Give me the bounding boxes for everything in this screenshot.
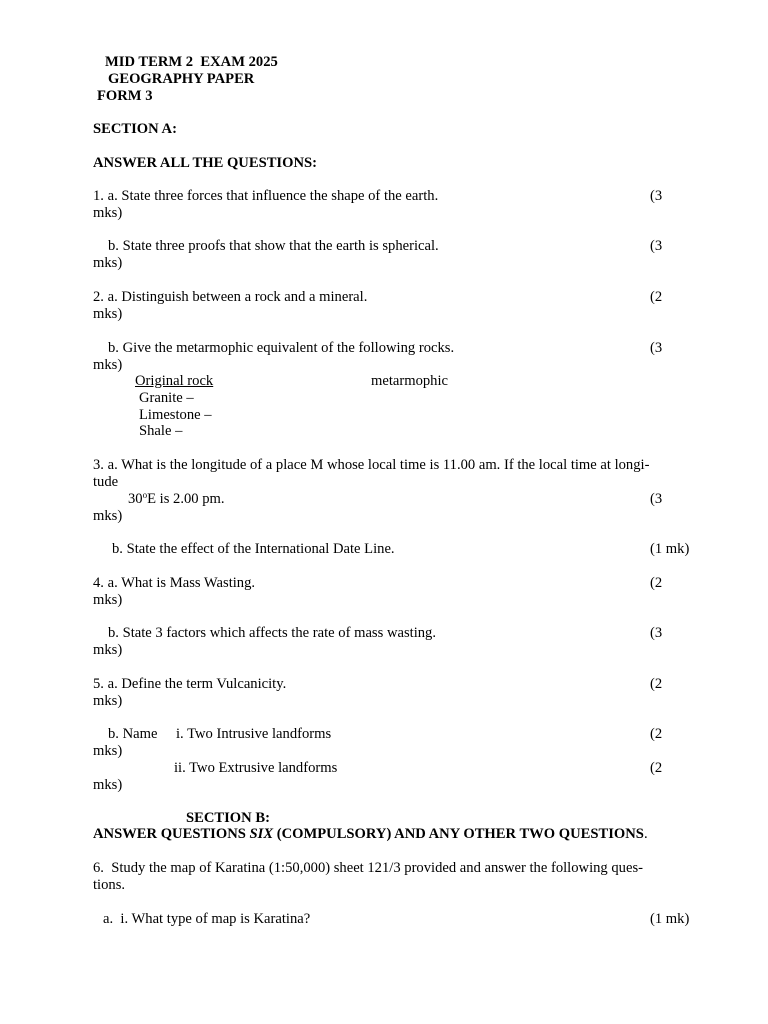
question-6-line2: tions. [93, 877, 126, 893]
question-4a: 4. a. What is Mass Wasting. [93, 575, 256, 591]
marks-4a-close: mks) [93, 592, 123, 608]
marks-1b: (3 [650, 238, 663, 254]
question-2b: b. Give the metarmophic equivalent of the following rocks. [108, 340, 455, 356]
rock-item-shale: Shale – [139, 423, 183, 439]
question-1b: b. State three proofs that show that the earth is spherical. [108, 238, 439, 254]
question-3a-line3: 30$^o$E is 2.00 pm. [128, 490, 225, 507]
marks-5b-i-close: mks) [93, 743, 123, 759]
question-6a-i: a. i. What type of map is Karatina? [103, 911, 311, 927]
question-4b: b. State 3 factors which affects the rate of mass wasting. [108, 625, 436, 641]
marks-5a-close: mks) [93, 693, 123, 709]
marks-3a: (3 [650, 491, 663, 507]
paper-title: GEOGRAPHY PAPER [108, 71, 255, 87]
question-2a: 2. a. Distinguish between a rock and a mineral. [93, 289, 368, 305]
question-5b-name: b. Name [108, 726, 158, 742]
question-6-line1: 6. Study the map of Karatina (1:50,000) sheet 121/3 provided and answer the following ques- [93, 860, 643, 876]
rock-item-granite: Granite – [139, 390, 194, 406]
form-title: FORM 3 [97, 88, 153, 104]
question-5b-i: i. Two Intrusive landforms [176, 726, 332, 742]
question-3a-line2: tude [93, 474, 119, 490]
section-b-title: SECTION B: [186, 810, 270, 826]
question-1a: 1. a. State three forces that influence the shape of the earth. [93, 188, 439, 204]
rock-table-header-original: Original rock [135, 373, 214, 389]
section-b-instruction: ANSWER QUESTIONS SIX (COMPULSORY) AND ANY OTHER TWO QUESTIONS. [93, 826, 648, 842]
section-b-emphasis: SIX [249, 826, 274, 842]
marks-2b-close: mks) [93, 357, 123, 373]
marks-5b-ii-close: mks) [93, 777, 123, 793]
marks-2b: (3 [650, 340, 663, 356]
degree-superscript: o [142, 490, 148, 500]
question-5b-ii: ii. Two Extrusive landforms [174, 760, 338, 776]
marks-5b-ii: (2 [650, 760, 663, 776]
marks-6a-i: (1 mk) [650, 911, 690, 927]
section-a-instruction: ANSWER ALL THE QUESTIONS: [93, 155, 317, 171]
marks-4b-close: mks) [93, 642, 123, 658]
marks-3a-close: mks) [93, 508, 123, 524]
marks-3b: (1 mk) [650, 541, 690, 557]
question-3a-line1: 3. a. What is the longitude of a place M whose local time is 11.00 am. If the local time at longi- [93, 457, 650, 473]
question-3b: b. State the effect of the International Date Line. [112, 541, 395, 557]
marks-2a-close: mks) [93, 306, 123, 322]
rock-item-limestone: Limestone – [139, 407, 212, 423]
question-5a: 5. a. Define the term Vulcanicity. [93, 676, 287, 692]
marks-5b-i: (2 [650, 726, 663, 742]
marks-1a: (3 [650, 188, 663, 204]
section-a-title: SECTION A: [93, 121, 177, 137]
rock-table-header-metamorphic: metarmophic [371, 373, 448, 389]
marks-1b-close: mks) [93, 255, 123, 271]
marks-1a-close: mks) [93, 205, 123, 221]
marks-4b: (3 [650, 625, 663, 641]
exam-title: MID TERM 2 EXAM 2025 [105, 54, 278, 70]
marks-4a: (2 [650, 575, 663, 591]
marks-5a: (2 [650, 676, 663, 692]
marks-2a: (2 [650, 289, 663, 305]
